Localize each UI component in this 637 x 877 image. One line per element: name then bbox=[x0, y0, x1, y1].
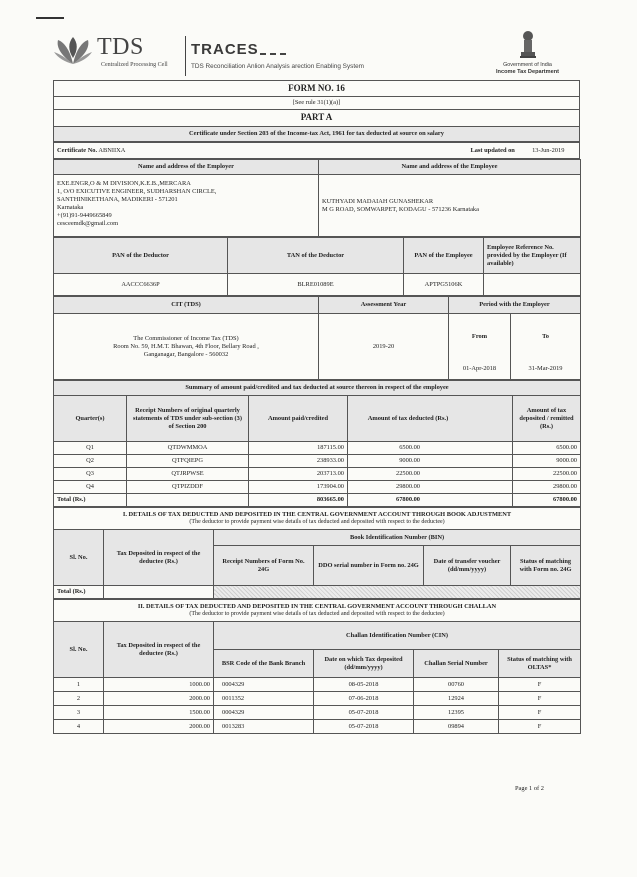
col-matching-status: Status of matching with Form no. 24G bbox=[511, 546, 581, 586]
employee-name: KUTHYADI MADAIAH GUNASHEKAR bbox=[322, 197, 434, 205]
quarter-cell: Q3 bbox=[54, 468, 127, 481]
pan-tan-table bbox=[53, 237, 581, 296]
traces-logo-dashes bbox=[260, 53, 286, 57]
quarter-cell: Q4 bbox=[54, 481, 127, 494]
total-deducted: 67800.00 bbox=[348, 494, 513, 507]
tds-logo-icon bbox=[52, 34, 94, 68]
book-adjustment-table bbox=[53, 507, 581, 599]
certificate-number-label: Certificate No. bbox=[57, 146, 98, 154]
status-cell: F bbox=[499, 720, 581, 734]
assessment-year-label: Assessment Year bbox=[319, 297, 449, 314]
challan-heading bbox=[54, 600, 581, 622]
department-line: Income Tax Department bbox=[496, 69, 559, 75]
header-divider bbox=[185, 36, 186, 76]
pan-employee-value: APTPG5106K bbox=[404, 274, 484, 296]
period-to-value: 31-Mar-2019 bbox=[511, 360, 581, 380]
employee-reference-label: Employee Reference No. provided by the Employer (If available) bbox=[484, 238, 581, 274]
tax-cell: 2000.00 bbox=[104, 720, 214, 734]
date-cell: 05-07-2018 bbox=[314, 720, 414, 734]
bsr-cell: 0004329 bbox=[214, 678, 314, 692]
col-receipt-24g: Receipt Numbers of Form No. 24G bbox=[214, 546, 314, 586]
form-title: FORM NO. 16 bbox=[54, 81, 580, 97]
employee-address-line: M G ROAD, SOMWARPET, KODAGU - 571236 Karnataka bbox=[322, 205, 479, 213]
receipt-cell: QTFQIEPG bbox=[127, 455, 249, 468]
col-tax-deposited: Tax Deposited in respect of the deductee (Rs.) bbox=[104, 530, 214, 586]
status-cell: F bbox=[499, 706, 581, 720]
sl-cell: 3 bbox=[54, 706, 104, 720]
employee-reference-value bbox=[484, 274, 581, 296]
table-row bbox=[54, 678, 581, 692]
pan-deductor-label: PAN of the Deductor bbox=[54, 238, 228, 274]
receipt-cell: QTPIZDDF bbox=[127, 481, 249, 494]
employer-phone: +(91)91-9449665849 bbox=[57, 212, 112, 219]
pan-deductor-value: AACCC6636P bbox=[54, 274, 228, 296]
period-label: Period with the Employer bbox=[449, 297, 581, 314]
employer-address bbox=[54, 175, 319, 237]
tds-tagline: Centralized Processing Cell bbox=[101, 62, 168, 68]
government-emblem-icon bbox=[518, 30, 538, 60]
employer-address-line: EXE.ENGR,O & M DIVISION,K.E.B.,MERCARA bbox=[57, 180, 191, 187]
cit-address-line: The Commissioner of Income Tax (TDS) bbox=[133, 334, 239, 342]
tax-cell: 1500.00 bbox=[104, 706, 214, 720]
status-cell: F bbox=[499, 678, 581, 692]
challan-subtitle: (The deductor to provide payment wise details of tax deducted and deposited with respect to the deductee) bbox=[189, 610, 445, 617]
serial-cell: 12924 bbox=[414, 692, 499, 706]
cit-label: CIT (TDS) bbox=[54, 297, 319, 314]
table-row bbox=[54, 706, 581, 720]
total-paid: 803665.00 bbox=[249, 494, 348, 507]
quarter-cell: Q1 bbox=[54, 442, 127, 455]
col-tax-deposited: Amount of tax deposited / remitted (Rs.) bbox=[513, 396, 581, 442]
traces-logo-text: TRACES bbox=[191, 41, 259, 58]
bin-heading: Book Identification Number (BIN) bbox=[214, 530, 581, 546]
assessment-year-value: 2019-20 bbox=[319, 314, 449, 380]
tax-cell: 1000.00 bbox=[104, 678, 214, 692]
col-deposit-date: Date on which Tax deposited (dd/mm/yyyy) bbox=[314, 650, 414, 678]
serial-cell: 00760 bbox=[414, 678, 499, 692]
deducted-cell: 9000.00 bbox=[348, 455, 513, 468]
bsr-cell: 0013283 bbox=[214, 720, 314, 734]
deducted-cell: 29800.00 bbox=[348, 481, 513, 494]
deducted-cell: 22500.00 bbox=[348, 468, 513, 481]
period-from-label: From bbox=[449, 314, 511, 360]
quarter-cell: Q2 bbox=[54, 455, 127, 468]
form-16-document bbox=[53, 80, 580, 734]
receipt-cell: QTJRPWSE bbox=[127, 468, 249, 481]
total-deposited: 67800.00 bbox=[513, 494, 581, 507]
deposited-cell: 6500.00 bbox=[513, 442, 581, 455]
col-sl-no: Sl. No. bbox=[54, 530, 104, 586]
deposited-cell: 29800.00 bbox=[513, 481, 581, 494]
sl-cell: 2 bbox=[54, 692, 104, 706]
employer-heading: Name and address of the Employer bbox=[54, 160, 319, 175]
challan-table bbox=[53, 599, 581, 734]
employer-address-line: Karnataka bbox=[57, 204, 84, 211]
period-from-value: 01-Apr-2018 bbox=[449, 360, 511, 380]
employee-address bbox=[319, 175, 581, 237]
tds-logo-text: TDS bbox=[97, 34, 144, 60]
bsr-cell: 0011352 bbox=[214, 692, 314, 706]
last-updated-date: 13-Jun-2019 bbox=[532, 146, 565, 154]
summary-total-row bbox=[54, 494, 581, 507]
col-sl-no: Sl. No. bbox=[54, 622, 104, 678]
col-receipt: Receipt Numbers of original quarterly statements of TDS under sub-section (3) of Section 200 bbox=[127, 396, 249, 442]
book-adjustment-subtitle: (The deductor to provide payment wise details of tax deducted and deposited with respect to the deductee) bbox=[189, 518, 445, 525]
challan-title: II. DETAILS OF TAX DEDUCTED AND DEPOSITED IN THE CENTRAL GOVERNMENT ACCOUNT THROUGH CHALLAN bbox=[137, 602, 497, 610]
table-row bbox=[54, 455, 581, 468]
certificate-row bbox=[53, 142, 580, 159]
paid-cell: 173904.00 bbox=[249, 481, 348, 494]
pan-employee-label: PAN of the Employee bbox=[404, 238, 484, 274]
summary-heading: Summary of amount paid/credited and tax deducted at source thereon in respect of the employee bbox=[54, 381, 581, 396]
paid-cell: 238933.00 bbox=[249, 455, 348, 468]
cit-address bbox=[54, 314, 319, 380]
traces-tagline: TDS Reconciliation Anlion Analysis arection Enabling System bbox=[191, 63, 364, 70]
cit-address-line: Ganganagar, Bangalore - 560032 bbox=[143, 350, 229, 358]
employer-email: cesceemdk@gmail.com bbox=[57, 220, 119, 227]
form-header-table bbox=[53, 80, 580, 142]
paid-cell: 203713.00 bbox=[249, 468, 348, 481]
cin-heading: Challan Identification Number (CIN) bbox=[214, 622, 581, 650]
tan-deductor-value: BLRE01089E bbox=[228, 274, 404, 296]
tan-deductor-label: TAN of the Deductor bbox=[228, 238, 404, 274]
table-row bbox=[54, 692, 581, 706]
date-cell: 07-06-2018 bbox=[314, 692, 414, 706]
corner-mark bbox=[36, 17, 64, 19]
part-label: PART A bbox=[54, 110, 580, 127]
employer-address-line: SANTHINIKETHANA, MADIKERI - 571201 bbox=[57, 196, 178, 203]
paid-cell: 187115.00 bbox=[249, 442, 348, 455]
col-quarter: Quarter(s) bbox=[54, 396, 127, 442]
table-row bbox=[54, 720, 581, 734]
government-line: Government of India bbox=[503, 62, 552, 68]
bsr-cell: 0004329 bbox=[214, 706, 314, 720]
table-row bbox=[54, 481, 581, 494]
serial-cell: 09894 bbox=[414, 720, 499, 734]
cit-table bbox=[53, 296, 581, 380]
hatched-area bbox=[214, 586, 581, 599]
total-label: Total (Rs.) bbox=[54, 494, 127, 507]
sl-cell: 4 bbox=[54, 720, 104, 734]
deducted-cell: 6500.00 bbox=[348, 442, 513, 455]
employee-heading: Name and address of the Employee bbox=[319, 160, 581, 175]
book-adjustment-heading bbox=[54, 508, 581, 530]
col-ddo-serial: DDO serial number in Form no. 24G bbox=[314, 546, 424, 586]
serial-cell: 12395 bbox=[414, 706, 499, 720]
summary-table bbox=[53, 380, 581, 507]
certificate-heading: Certificate under Section 203 of the Income-tax Act, 1961 for tax deducted at source on salary bbox=[54, 127, 580, 142]
book-total-label: Total (Rs.) bbox=[54, 586, 104, 599]
receipt-cell: QTDWMMOA bbox=[127, 442, 249, 455]
book-adjustment-title: I. DETAILS OF TAX DEDUCTED AND DEPOSITED IN THE CENTRAL GOVERNMENT ACCOUNT THROUGH BOOK ADJUSTMENT bbox=[122, 510, 512, 518]
date-cell: 08-05-2018 bbox=[314, 678, 414, 692]
col-oltas-status: Status of matching with OLTAS* bbox=[499, 650, 581, 678]
sl-cell: 1 bbox=[54, 678, 104, 692]
table-row bbox=[54, 442, 581, 455]
employer-employee-table bbox=[53, 159, 581, 237]
status-cell: F bbox=[499, 692, 581, 706]
cit-address-line: Room No. 59, H.M.T. Bhawan, 4th Floor, Bellary Road , bbox=[113, 342, 259, 350]
deposited-cell: 22500.00 bbox=[513, 468, 581, 481]
tax-cell: 2000.00 bbox=[104, 692, 214, 706]
employer-address-line: 1, O/O EXICUTIVE ENGINEER, SUDHARSHAN CIRCLE, bbox=[57, 188, 217, 195]
col-tax-deposited: Tax Deposited in respect of the deductee (Rs.) bbox=[104, 622, 214, 678]
deposited-cell: 9000.00 bbox=[513, 455, 581, 468]
col-challan-serial: Challan Serial Number bbox=[414, 650, 499, 678]
table-row bbox=[54, 468, 581, 481]
last-updated-label: Last updated on bbox=[470, 146, 515, 154]
col-transfer-date: Date of transfer voucher (dd/mm/yyyy) bbox=[424, 546, 511, 586]
date-cell: 05-07-2018 bbox=[314, 706, 414, 720]
col-amount-paid: Amount paid/credited bbox=[249, 396, 348, 442]
col-bsr-code: BSR Code of the Bank Branch bbox=[214, 650, 314, 678]
certificate-number: ABNIIXA bbox=[98, 146, 126, 154]
page-number: Page 1 of 2 bbox=[515, 785, 544, 792]
period-to-label: To bbox=[511, 314, 581, 360]
col-tax-deducted: Amount of tax deducted (Rs.) bbox=[348, 396, 513, 442]
rule-reference: [See rule 31(1)(a)] bbox=[54, 97, 580, 110]
